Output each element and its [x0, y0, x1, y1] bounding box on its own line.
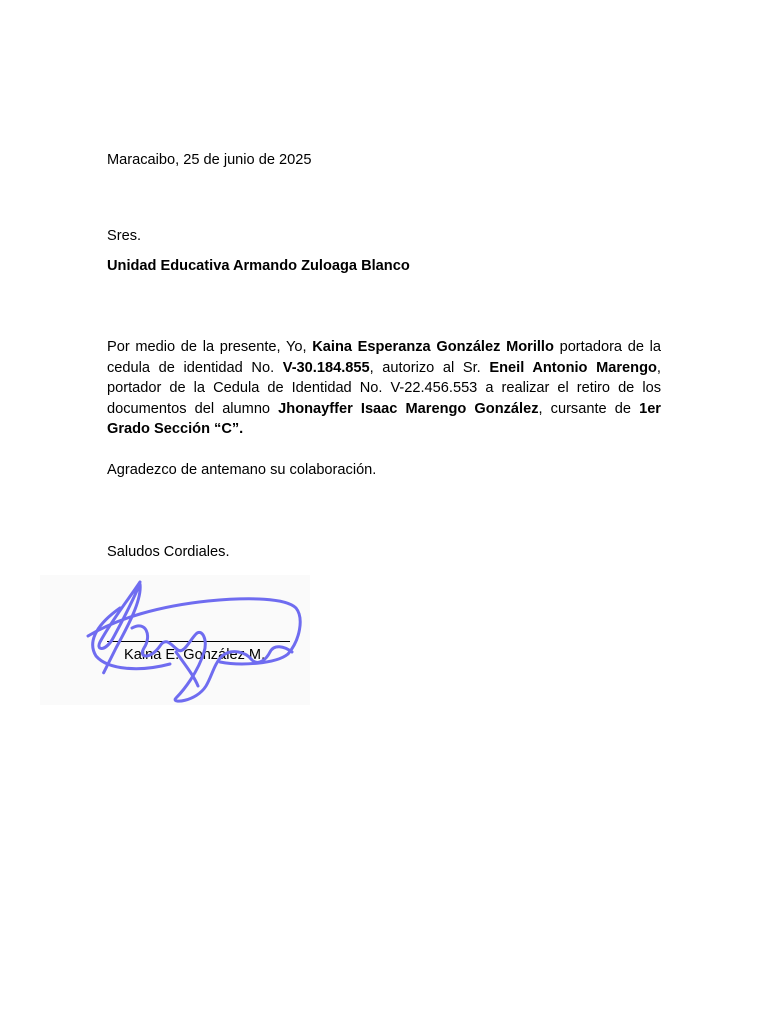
institution-name: Unidad Educativa Armando Zuloaga Blanco: [107, 258, 410, 274]
body-text: , portador de la Cedula de Identidad No. V-22.456.553 a realizar el retiro de los documentos del alumno: [107, 359, 661, 417]
body-text: , cursante de: [538, 400, 640, 417]
authorizer-name: Kaina Esperanza González Morillo: [312, 339, 554, 355]
grade-section: 1er Grado Sección “C”.: [107, 400, 661, 437]
authorizer-id: V-30.184.855: [282, 359, 370, 376]
body-text: Por medio de la presente, Yo,: [107, 339, 313, 355]
student-name: Jhonayffer Isaac Marengo González: [278, 400, 539, 417]
salutation: Sres.: [107, 228, 142, 244]
body-text: , autorizo al Sr.: [369, 359, 490, 376]
body-text: portadora de la cedula de identidad No.: [107, 339, 661, 376]
signer-name: Kaina E. González M.: [124, 647, 266, 663]
closing-line: Saludos Cordiales.: [107, 544, 230, 560]
thanks-line: Agradezco de antemano su colaboración.: [107, 462, 377, 478]
authorized-person-name: Eneil Antonio Marengo: [489, 359, 657, 376]
signature-stroke: [176, 652, 198, 686]
signature-stroke: [132, 626, 292, 701]
date-line: Maracaibo, 25 de junio de 2025: [107, 152, 312, 168]
